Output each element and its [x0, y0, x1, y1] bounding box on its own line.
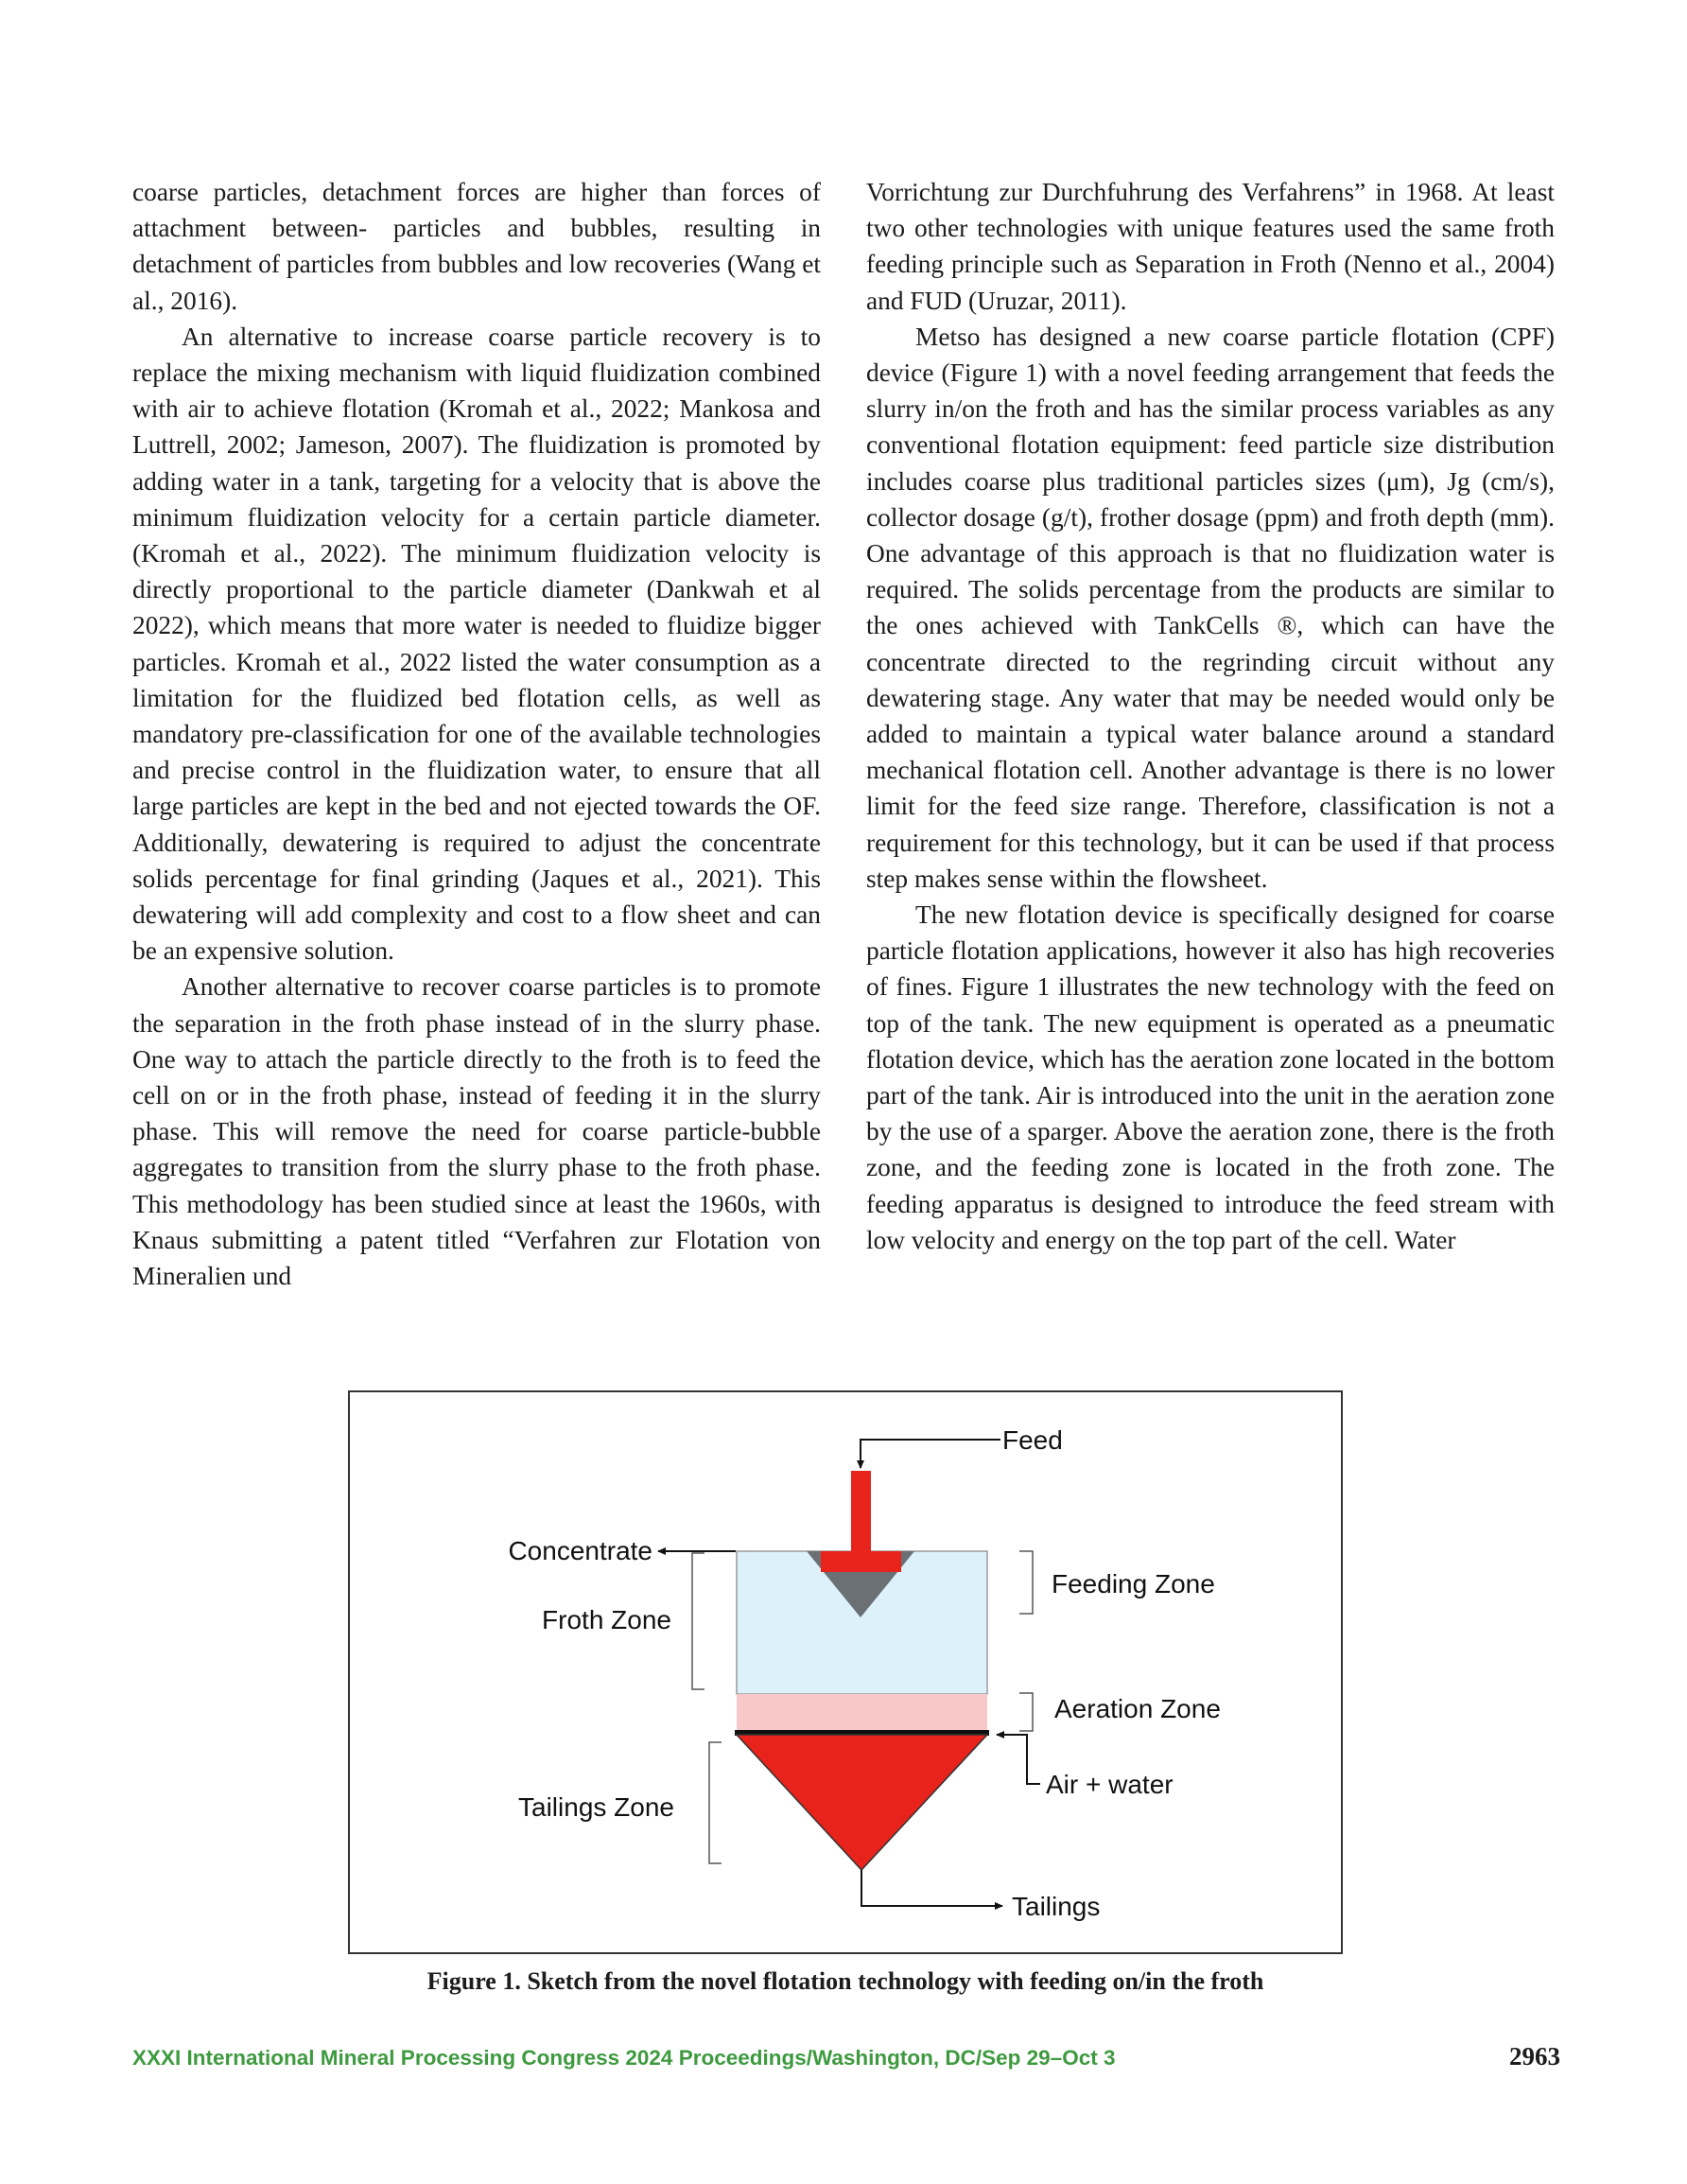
feed-label: Feed	[1002, 1425, 1063, 1455]
froth-zone-bracket	[692, 1553, 704, 1689]
paragraph: coarse particles, detachment forces are higher than forces of attachment between- particles and bubbles, resulting in detachment of particles from bubbles and low recoveries (Wang et al., 2016).	[132, 178, 821, 315]
tailings-arrow	[861, 1870, 1002, 1906]
paragraph: Metso has designed a new coarse particle flotation (CPF) device (Figure 1) with a novel feeding arrangement that feeds the slurry in/on the froth and has the similar process variables as any conventional flotation equipment: feed particle size distribution includes coarse plus traditional particles sizes (μm), Jg (cm/s), collector dosage (g/t), frother dosage (ppm) and froth depth (mm). One advantage of this approach is that no fluidization water is required. The solids percentage from the products are similar to the ones achieved with TankCells ®, which can have the concentrate directed to the regrinding circuit without any dewatering stage. Any water that may be needed would only be added to maintain a typical water balance around a standard mechanical flotation cell. Another advantage is there is no lower limit for the feed size range. Therefore, classification is not a requirement for this technology, but it can be used if that process step makes sense within the flowsheet.	[866, 322, 1555, 893]
feeding-zone-bracket	[1019, 1551, 1033, 1614]
concentrate-label: Concentrate	[508, 1536, 652, 1565]
tailings-cone	[737, 1735, 987, 1870]
tailings-zone-label: Tailings Zone	[518, 1792, 674, 1822]
tailings-label: Tailings	[1012, 1892, 1101, 1921]
figure-caption: Figure 1. Sketch from the novel flotation technology with feeding on/in the froth	[426, 1967, 1264, 1995]
feeding-zone-label: Feeding Zone	[1052, 1569, 1215, 1599]
air-water-line	[997, 1735, 1040, 1784]
feed-distributor	[821, 1551, 901, 1572]
right-text-column	[866, 174, 1555, 1258]
left-text-column	[132, 174, 821, 1294]
air-water-label: Air + water	[1046, 1770, 1174, 1799]
froth-zone-label: Froth Zone	[542, 1605, 671, 1634]
paragraph: Vorrichtung zur Durchfuhrung des Verfahrens” in 1968. At least two other technologies with unique features used the same froth feeding principle such as Separation in Froth (Nenno et al., 2004) and FUD (Uruzar, 2011).	[866, 178, 1555, 315]
flotation-cell-sketch	[350, 1392, 1341, 1952]
aeration-zone-region	[737, 1694, 987, 1732]
paragraph: An alternative to increase coarse particle recovery is to replace the mixing mechanism with liquid fluidization combined with air to achieve flotation (Kromah et al., 2022; Mankosa and Luttrell, 2002; Jameson, 2007). The fluidization is promoted by adding water in a tank, targeting for a velocity that is above the minimum fluidization velocity for a certain particle diameter. (Kromah et al., 2022). The minimum fluidization velocity is directly proportional to the particle diameter (Dankwah et al 2022), which means that more water is needed to fluidize bigger particles. Kromah et al., 2022 listed the water consumption as a limitation for the fluidized bed flotation cells, as well as mandatory pre-classification for one of the available technologies and precise control in the fluidization water, to ensure that all large particles are kept in the bed and not ejected towards the OF. Additionally, dewatering is required to adjust the concentrate solids percentage for final grinding (Jaques et al., 2021). This dewatering will add complexity and cost to a flow sheet and can be an expensive solution.	[132, 322, 821, 966]
page-number: 2963	[1509, 2042, 1560, 2070]
tailings-zone-bracket	[709, 1742, 722, 1863]
aeration-zone-label: Aeration Zone	[1054, 1694, 1221, 1723]
aeration-zone-bracket	[1019, 1693, 1033, 1731]
feed-arrow	[861, 1440, 1000, 1468]
paragraph: The new flotation device is specifically designed for coarse particle flotation applications, however it also has high recoveries of fines. Figure 1 illustrates the new technology with the feed on top of the tank. The new equipment is operated as a pneumatic flotation device, which has the aeration zone located in the bottom part of the tank. Air is introduced into the unit in the aeration zone by the use of a sparger. Above the aeration zone, there is the froth zone, and the feeding zone is located in the froth zone. The feeding apparatus is designed to introduce the feed stream with low velocity and energy on the top part of the cell. Water	[866, 900, 1555, 1254]
figure-1-diagram	[348, 1390, 1343, 1954]
paragraph: Another alternative to recover coarse particles is to promote the separation in the froth phase instead of in the slurry phase. One way to attach the particle directly to the froth is to feed the cell on or in the froth phase, instead of feeding it in the slurry phase. This will remove the need for coarse particle-bubble aggregates to transition from the slurry phase to the froth phase. This methodology has been studied since at least the 1960s, with Knaus submitting a patent titled “Verfahren zur Flotation von Mineralien und	[132, 972, 821, 1291]
footer-conference-title: XXXI International Mineral Processing Congress 2024 Proceedings/Washington, DC/Sep 29–Oct 3	[132, 2046, 1116, 2070]
